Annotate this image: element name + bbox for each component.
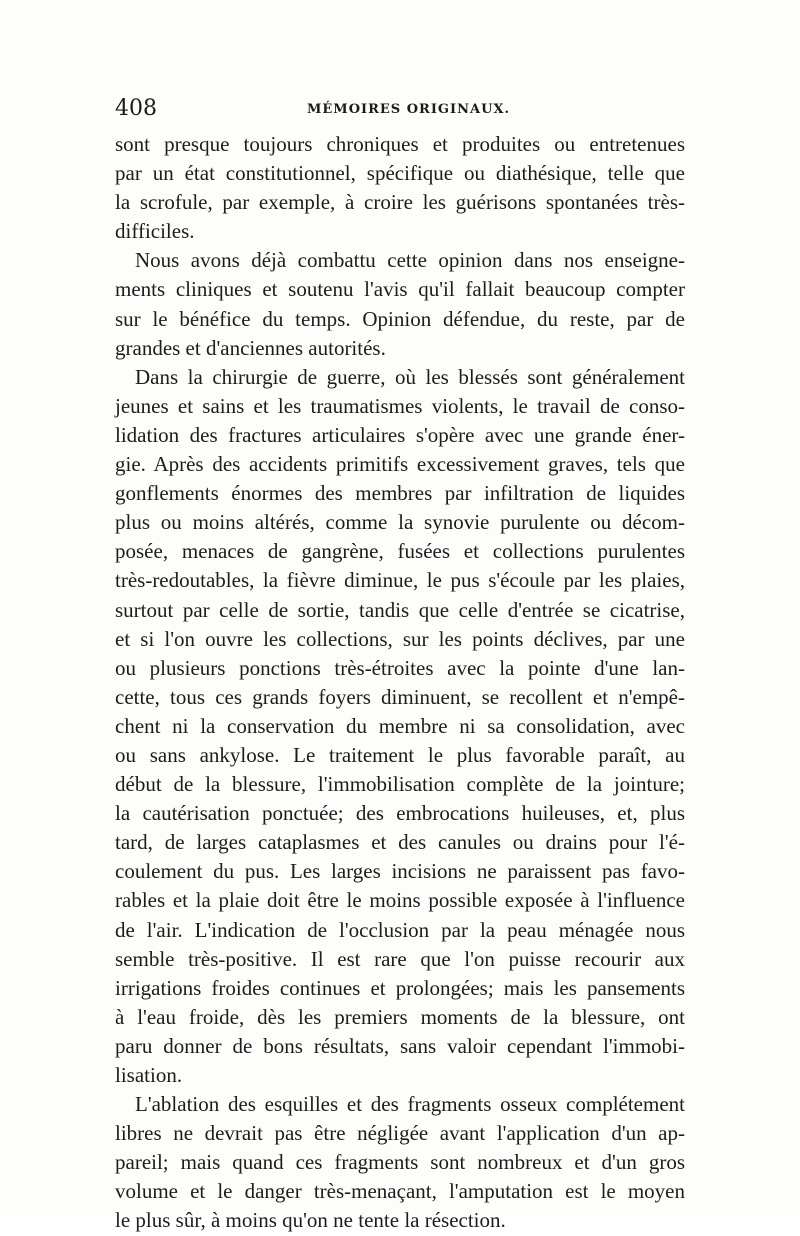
text-line: libres ne devrait pas être négligée avant l'application d'un ap- (115, 1121, 685, 1146)
paragraph-4 (115, 1090, 685, 1235)
text-line: surtout par celle de sortie, tandis que celle d'entrée se cicatrise, (115, 597, 685, 622)
page-header (115, 96, 685, 122)
text-line: tard, de larges cataplasmes et des canules ou drains pour l'é- (115, 830, 685, 855)
text-line: pareil; mais quand ces fragments sont nombreux et d'un gros (115, 1150, 685, 1175)
text-line: début de la blessure, l'immobilisation complète de la jointure; (115, 772, 685, 797)
text-line: à l'eau froide, dès les premiers moments de la blessure, ont (115, 1004, 685, 1029)
text-line: posée, menaces de gangrène, fusées et collections purulentes (115, 539, 685, 564)
text-line: la cautérisation ponctuée; des embrocations huileuses, et, plus (115, 801, 685, 826)
text-line: jeunes et sains et les traumatismes violents, le travail de conso- (115, 393, 685, 418)
paragraph-3 (115, 363, 685, 1090)
text-line: gonflements énormes des membres par infiltration de liquides (115, 481, 685, 506)
text-line: ments cliniques et soutenu l'avis qu'il fallait beaucoup compter (115, 277, 685, 302)
text-line: semble très-positive. Il est rare que l'on puisse recourir aux (115, 946, 685, 971)
text-line: très-redoutables, la fièvre diminue, le pus s'écoule par les plaies, (115, 568, 685, 593)
page-number: 408 (115, 96, 157, 121)
text-line: plus ou moins altérés, comme la synovie purulente ou décom- (115, 510, 685, 535)
text-line: ou plusieurs ponctions très-étroites avec la pointe d'une lan- (115, 655, 685, 680)
text-line: ou sans ankylose. Le traitement le plus favorable paraît, au (115, 742, 685, 767)
text-line: lisation. (115, 1063, 183, 1087)
text-line: par un état constitutionnel, spécifique ou diathésique, telle que (115, 161, 685, 186)
text-line: gie. Après des accidents primitifs excessivement graves, tels que (115, 452, 685, 477)
text-line: de l'air. L'indication de l'occlusion par la peau ménagée nous (115, 917, 685, 942)
text-line: Dans la chirurgie de guerre, où les blessés sont généralement (135, 364, 685, 389)
text-line: lidation des fractures articulaires s'opère avec une grande éner- (115, 422, 685, 447)
text-line: difficiles. (115, 219, 195, 244)
paragraph-2 (115, 246, 685, 362)
text-line: sur le bénéfice du temps. Opinion défendue, du reste, par de (115, 306, 685, 331)
text-line: sont presque toujours chroniques et produites ou entretenues (115, 132, 685, 156)
running-head: MÉMOIRES ORIGINAUX. (307, 102, 511, 117)
body-text (115, 130, 685, 1236)
paragraph-1 (115, 130, 685, 246)
text-line: cette, tous ces grands foyers diminuent, se recollent et n'empê- (115, 684, 685, 709)
text-line: L'ablation des esquilles et des fragments osseux complétement (135, 1092, 685, 1117)
text-line: le plus sûr, à moins qu'on ne tente la résection. (115, 1208, 506, 1233)
text-line: irrigations froides continues et prolongées; mais les pansements (115, 975, 685, 1000)
text-line: grandes et d'anciennes autorités. (115, 335, 386, 360)
text-line: coulement du pus. Les larges incisions ne paraissent pas favo- (115, 859, 685, 884)
text-line: paru donner de bons résultats, sans valoir cependant l'immobi- (115, 1033, 685, 1058)
text-line: chent ni la conservation du membre ni sa consolidation, avec (115, 713, 685, 738)
text-line: la scrofule, par exemple, à croire les guérisons spontanées très- (115, 190, 685, 215)
text-line: rables et la plaie doit être le moins possible exposée à l'influence (115, 888, 685, 913)
text-line: volume et le danger très-menaçant, l'amputation est le moyen (115, 1179, 685, 1204)
text-line: Nous avons déjà combattu cette opinion dans nos enseigne- (135, 248, 685, 273)
text-line: et si l'on ouvre les collections, sur les points déclives, par une (115, 626, 685, 651)
